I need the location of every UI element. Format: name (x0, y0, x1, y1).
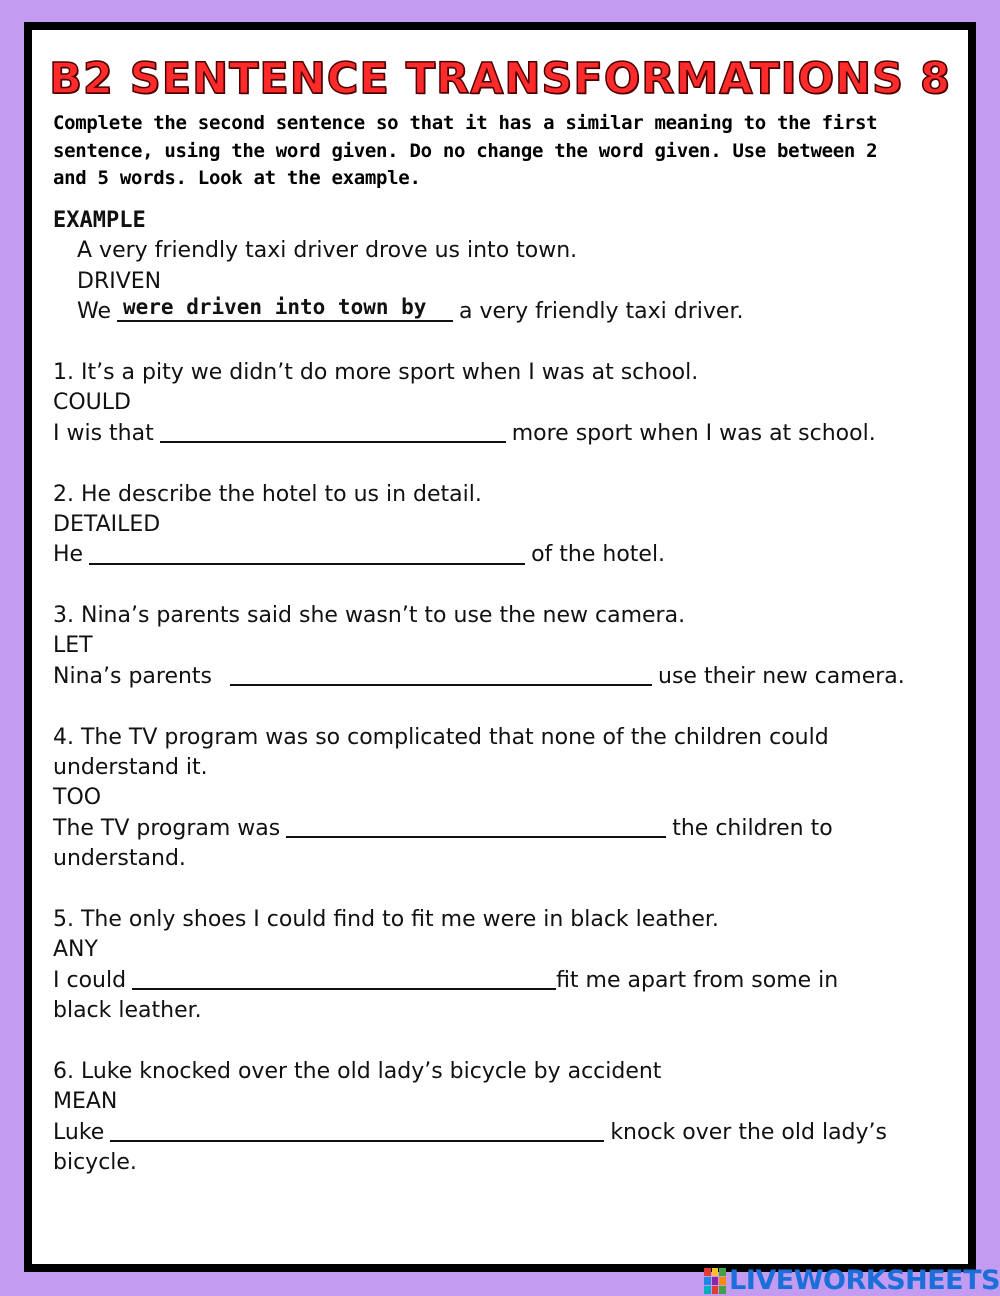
instructions-line: and 5 words. Look at the example. (53, 167, 421, 189)
item-4-answer-line-cont: understand. (53, 846, 186, 872)
item-3-answer-blank[interactable] (230, 662, 652, 686)
item-5-answer-blank[interactable] (132, 966, 556, 990)
worksheet-title: B2 SENTENCE TRANSFORMATIONS 8 (49, 54, 951, 104)
item-1-answer-line (53, 419, 953, 449)
example-sentence: A very friendly taxi driver drove us into town. (77, 238, 578, 264)
item-6-keyword: MEAN (53, 1089, 118, 1115)
item-2-keyword: DETAILED (53, 511, 161, 537)
liveworksheets-logo-icon (704, 1268, 726, 1294)
item-1-keyword: COULD (53, 390, 131, 416)
example-answer-blank (117, 294, 453, 322)
item-1-answer-blank[interactable] (160, 419, 506, 443)
example-after: a very friendly taxi driver. (459, 299, 744, 325)
instructions-line: sentence, using the word given. Do no change the word given. Use between 2 (53, 139, 878, 162)
item-6-before: Luke (53, 1119, 105, 1145)
example-label: EXAMPLE (53, 208, 146, 233)
example-keyword: DRIVEN (77, 268, 162, 294)
item-6-sentence: 6. Luke knocked over the old lady’s bicycle by accident (53, 1058, 662, 1084)
item-5-sentence: 5. The only shoes I could find to fit me were in black leather. (53, 906, 719, 932)
item-4-answer-blank[interactable] (286, 814, 666, 838)
item-5-after: fit me apart from some in (556, 967, 839, 993)
example-answer-line (53, 294, 953, 327)
item-2-answer-blank[interactable] (89, 541, 525, 565)
worksheet-page (32, 30, 968, 1264)
item-3-after: use their new camera. (658, 663, 905, 689)
item-1-before: I wis that (53, 420, 154, 446)
item-2-after: of the hotel. (531, 542, 666, 568)
liveworksheets-logo[interactable] (704, 1265, 1000, 1296)
example-answer: were driven into town by (123, 294, 427, 319)
item-5-answer-line-cont: black leather. (53, 998, 202, 1024)
item-6-answer-line-cont: bicycle. (53, 1150, 137, 1176)
item-3-keyword: LET (53, 633, 93, 659)
item-3-before: Nina’s parents (53, 663, 213, 689)
item-4-answer-line (53, 814, 953, 844)
item-2-answer-line (53, 540, 953, 570)
item-6-answer-line (53, 1118, 953, 1148)
example-before: We (77, 299, 111, 325)
item-6-after: knock over the old lady’s (610, 1119, 887, 1145)
item-4-after: the children to (672, 815, 833, 841)
item-1-after: more sport when I was at school. (511, 420, 876, 446)
item-4-before: The TV program was (53, 815, 281, 841)
item-3-sentence: 3. Nina’s parents said she wasn’t to use the new camera. (53, 603, 686, 629)
worksheet-frame (24, 22, 976, 1272)
item-5-before: I could (53, 967, 127, 993)
item-4-keyword: TOO (53, 785, 102, 811)
item-2-sentence: 2. He describe the hotel to us in detail. (53, 481, 482, 507)
item-4-sentence: 4. The TV program was so complicated that none of the children could (53, 724, 829, 750)
instructions-line: Complete the second sentence so that it has a similar meaning to the first (53, 112, 878, 134)
item-5-keyword: ANY (53, 937, 98, 963)
exercise-content (53, 206, 953, 1179)
item-3-answer-line (53, 662, 953, 692)
item-2-before: He (53, 542, 84, 568)
item-5-answer-line (53, 966, 953, 996)
item-1-sentence: 1. It’s a pity we didn’t do more sport when I was at school. (53, 359, 699, 385)
instructions (53, 110, 953, 193)
item-4-sentence-cont: understand it. (53, 755, 208, 781)
item-6-answer-blank[interactable] (110, 1118, 604, 1142)
liveworksheets-logo-text: LIVEWORKSHEETS (729, 1265, 1000, 1296)
